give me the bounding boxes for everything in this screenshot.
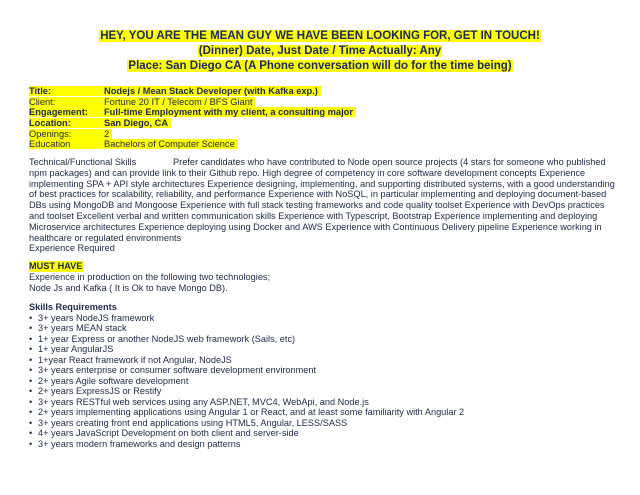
job-details [29,86,356,150]
technical-skills-section [29,157,619,254]
list-item: • 1+ year AngularJS [29,344,114,354]
technical-skills-text: Prefer candidates who have contributed to Node open source projects (4 stars for someone who published npm packages) and can provide link to their Github repo. High degree of competency in core software development concepts Experience implementing SPA + API style architectures Experience designing, implementing, and supporting distributed systems, with a good understanding of best practices for scalability, reliability, and performance Experience with NoSQL, in particular implementing and deploying document-based DBs using MongoDB and Mongoose Experience with full stack testing frameworks and code quality toolset Experience with DevOps practices and toolset Excellent verbal and written communication skills Experience with Typescript, Bootstrap Experience implementing and deploying Microservice architectures Experience deploying using Docker and AWS Experience with Continuous Delivery pipeline Experience working in healthcare or regulated environments [29,157,615,243]
detail-location: Location: San Diego, CA [29,118,356,129]
list-item: • 1+year React framework if not Angular, NodeJS [29,354,232,365]
skills-requirements-section [29,302,589,449]
document-header [0,29,640,74]
skills-title: Skills Requirements [29,302,117,312]
must-have-line-1: Experience in production on the following two technologies; [29,271,271,282]
skills-list [29,313,589,450]
detail-client: Client: Fortune 20 IT / Telecom / BFS Giant [29,97,356,108]
list-item: • 4+ years JavaScript Development on both client and server-side [29,428,299,438]
detail-education: Education Bachelors of Computer Science [29,139,356,150]
header-line-2: (Dinner) Date, Just Date / Time Actually: Any [198,45,442,57]
detail-engagement: Engagement: Full-time Employment with my client, a consulting major [29,107,356,118]
must-have-title: MUST HAVE [29,261,83,271]
list-item: • 3+ years enterprise or consumer software development environment [29,365,317,375]
list-item: • 3+ years creating front end applications using HTML5, Angular, LESS/SASS [29,417,348,428]
list-item: • 1+ year Express or another NodeJS web framework (Sails, etc) [29,333,296,344]
detail-openings: Openings: 2 [29,129,356,140]
experience-required: Experience Required [29,243,115,254]
list-item: • 3+ years modern frameworks and design patterns [29,438,241,449]
technical-skills-paragraph [29,157,619,243]
list-item: • 2+ years implementing applications using Angular 1 or React, and at least some familiarity with Angular 2 [29,407,465,417]
header-line-3: Place: San Diego CA (A Phone conversation will do for the time being) [128,60,512,72]
list-item: • 2+ years Agile software development [29,375,189,386]
header-line-1: HEY, YOU ARE THE MEAN GUY WE HAVE BEEN LOOKING FOR, GET IN TOUCH! [100,30,540,42]
list-item: • 3+ years MEAN stack [29,323,127,333]
technical-skills-label: Technical/Functional Skills [29,157,137,167]
list-item: • 3+ years RESTful web services using any ASP.NET, MVC4, WebApi, and Node.js [29,396,369,407]
list-item: • 2+ years ExpressJS or Restify [29,386,162,396]
detail-title: Title: Nodejs / Mean Stack Developer (with Kafka exp.) [29,86,356,97]
must-have-line-2: Node Js and Kafka ( It is Ok to have Mongo DB). [29,282,228,293]
list-item: • 3+ years NodeJS framework [29,312,155,323]
must-have-section [29,261,589,293]
